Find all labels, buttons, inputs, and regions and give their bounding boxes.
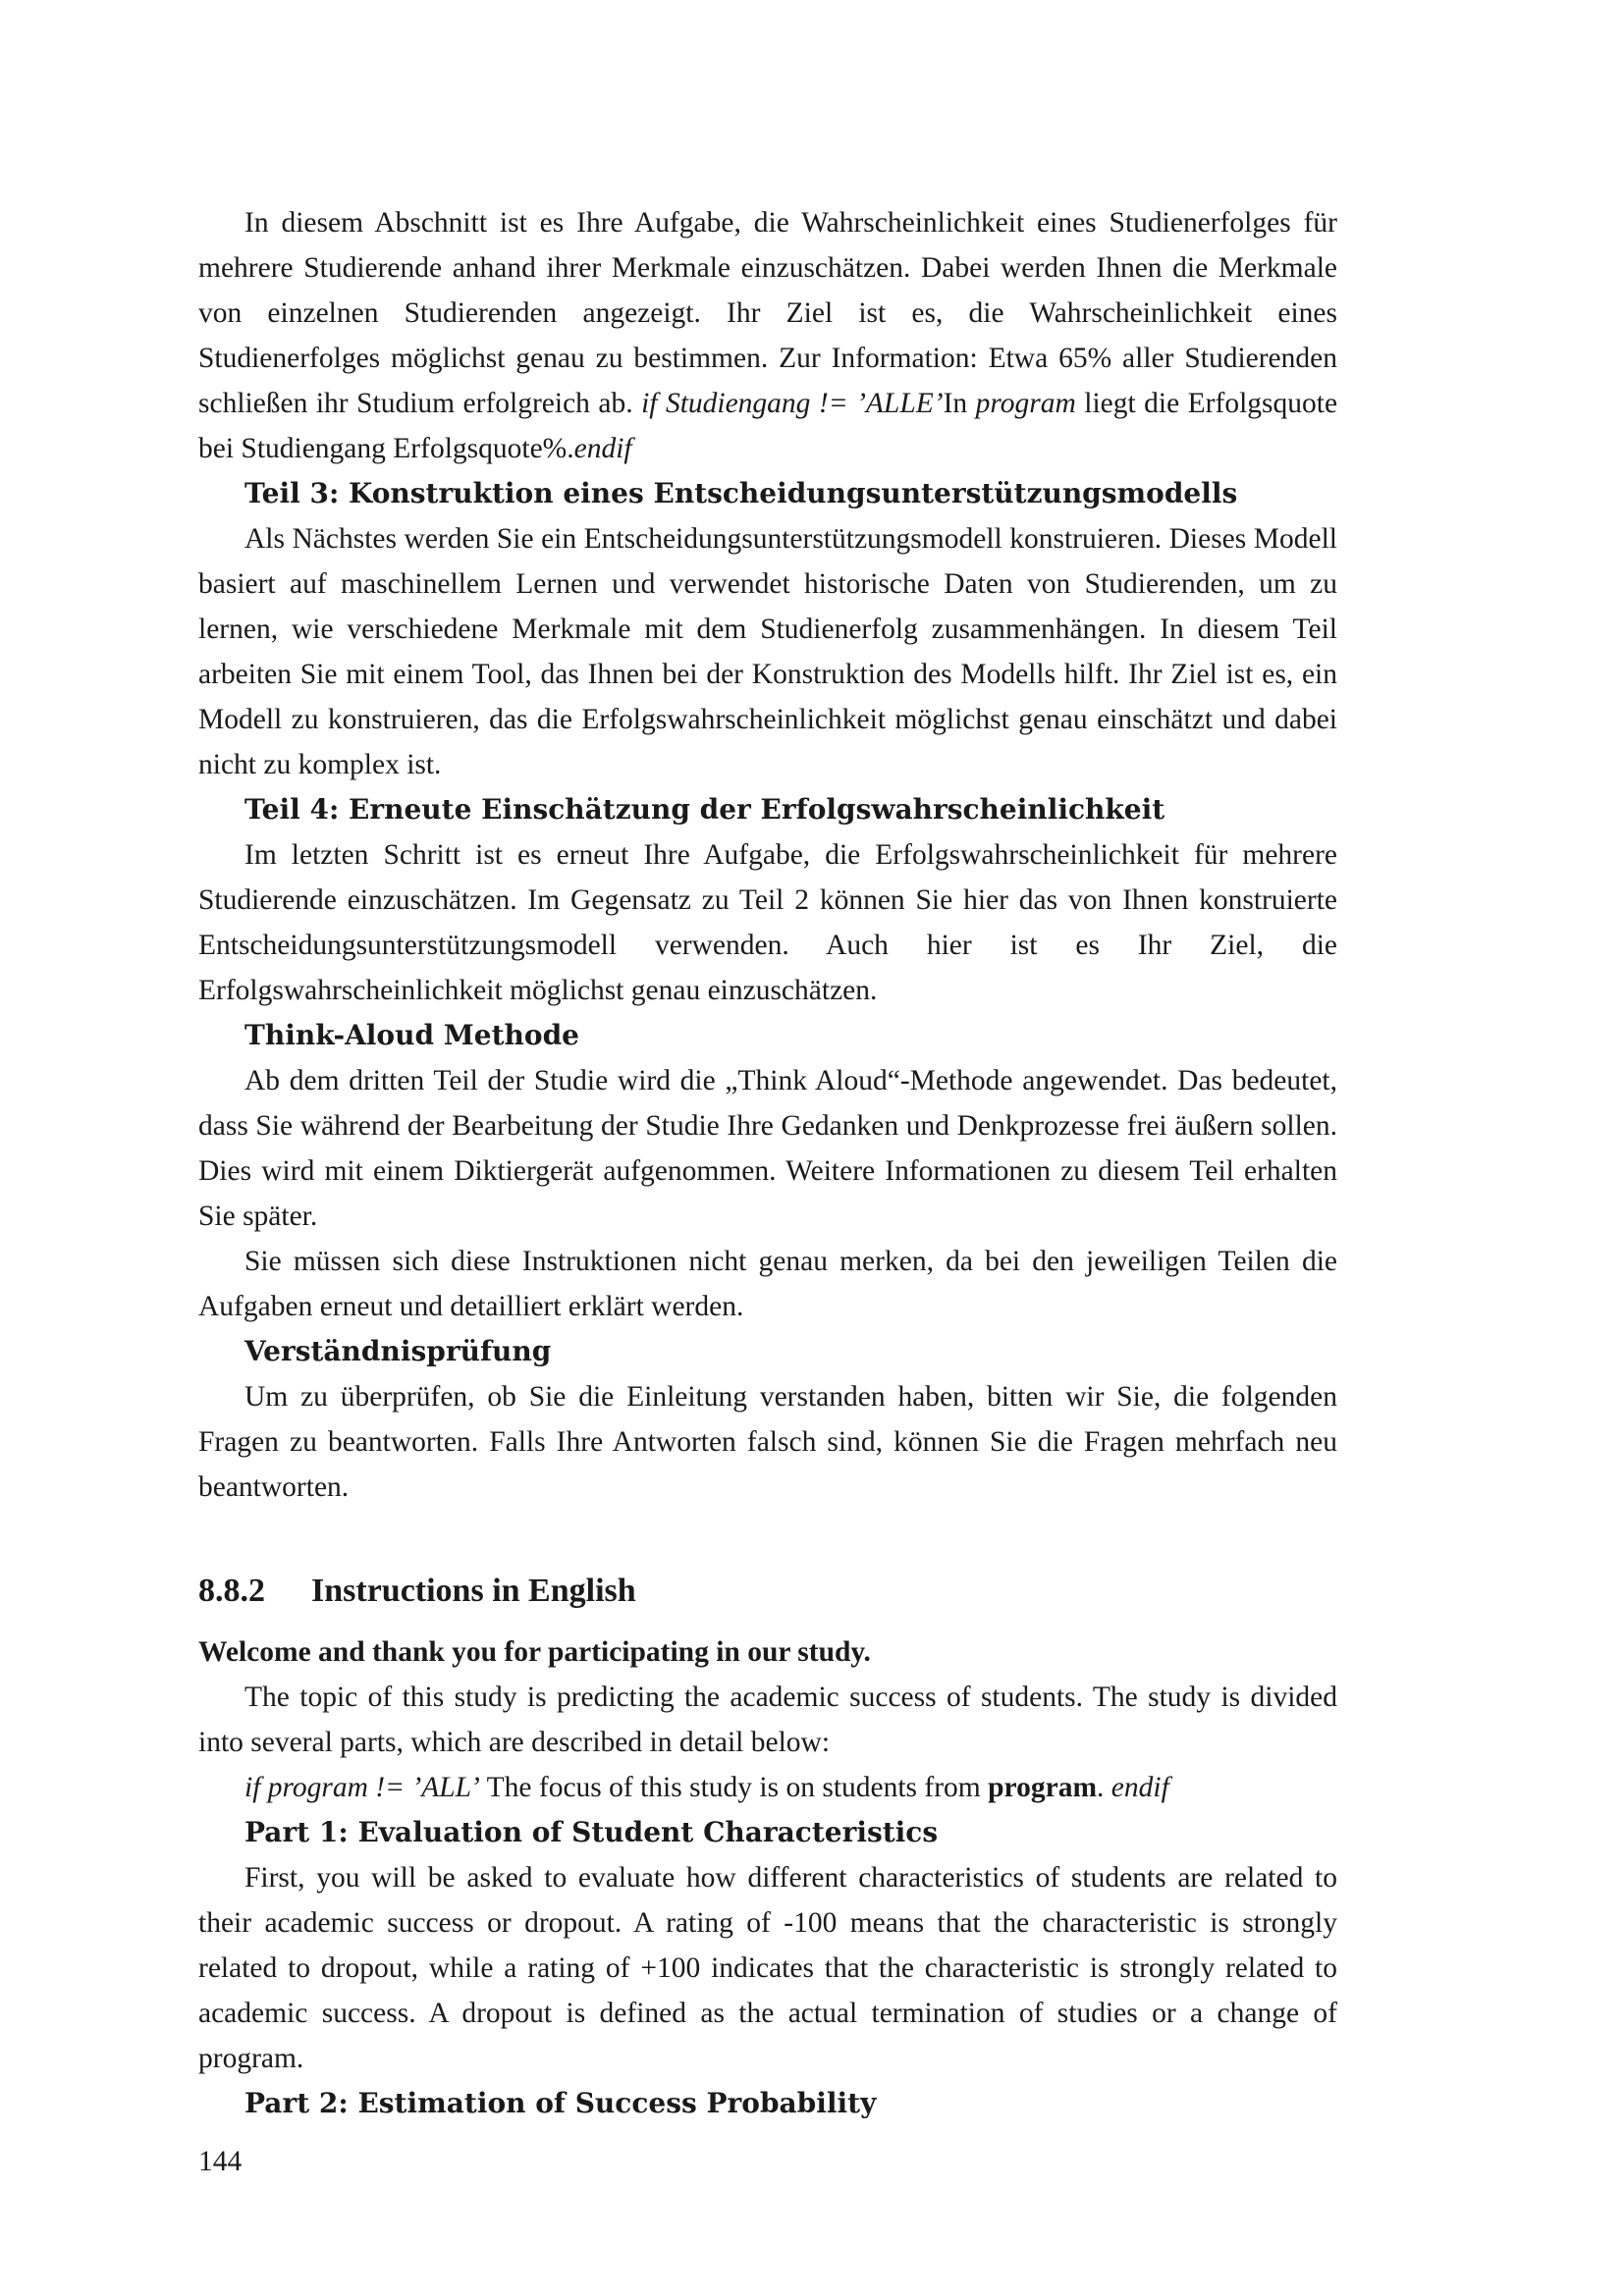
german-part2-text: In diesem Abschnitt ist es Ihre Aufgabe, die Wahrscheinlichkeit eines Studienerfolges für mehrere Studierende anhand ihrer Merkmale einzuschätzen. Dabei werden Ihnen die Merkmale von einzelnen Studierenden angezeigt. Ihr Ziel ist es, die Wahrscheinlichkeit eines Studienerfolges möglichst genau zu bestimmen. Zur Information: Etwa 65% aller Studierenden schließen ihr Studium erfolgreich ab. bbox=[198, 207, 1337, 419]
remember-paragraph: Sie müssen sich diese Instruktionen nicht genau merken, da bei den jeweiligen Teilen die Aufgaben erneut und detailliert erklärt werden. bbox=[198, 1246, 1337, 1322]
section-heading bbox=[198, 1569, 1337, 1614]
teil3-paragraph: Als Nächstes werden Sie ein Entscheidungsunterstützungsmodell konstruieren. Dieses Modell basiert auf maschinellem Lernen und verwendet historische Daten von Studierenden, um zu lernen, wie verschiedene Merkmale mit dem Studienerfolg zusammenhängen. In diesem Teil arbeiten Sie mit einem Tool, das Ihnen bei der Konstruktion des Modells hilft. Ihr Ziel ist es, ein Modell zu konstruieren, das die Erfolgswahrscheinlichkeit möglichst genau einschätzt und dabei nicht zu komplex ist. bbox=[198, 523, 1337, 780]
teil4-paragraph: Im letzten Schritt ist es erneut Ihre Aufgabe, die Erfolgswahrscheinlichkeit für mehrere Studierende einzuschätzen. Im Gegensatz zu Teil 2 können Sie hier das von Ihnen konstruierte Entscheidungsunterstützungsmodell verwenden. Auch hier ist es Ihr Ziel, die Erfolgswahrscheinlichkeit möglichst genau einzuschätzen. bbox=[198, 839, 1337, 1006]
focus-period: . bbox=[1097, 1772, 1111, 1803]
document-body bbox=[198, 200, 1337, 2126]
german-part2-after: liegt die Erfolgsquote bei Studiengang Erfolgsquote%. bbox=[198, 388, 1338, 464]
section-title: Instructions in English bbox=[311, 1573, 636, 1609]
comprehension-check-paragraph: Um zu überprüfen, ob Sie die Einleitung verstanden haben, bitten wir Sie, die folgenden Fragen zu beantworten. Falls Ihre Antworten falsch sind, können Sie die Fragen mehrfach neu beantworten. bbox=[198, 1381, 1337, 1503]
topic-paragraph: The topic of this study is predicting the academic success of students. The study is divided into several parts, which are described in detail below: bbox=[198, 1682, 1337, 1758]
teil4-heading: Teil 4: Erneute Einschätzung der Erfolgswahrscheinlichkeit bbox=[244, 793, 1165, 826]
focus-text: The focus of this study is on students from bbox=[479, 1772, 989, 1803]
think-aloud-paragraph: Ab dem dritten Teil der Studie wird die „Think Aloud“-Methode angewendet. Das bedeutet, dass Sie während der Bearbeitung der Studie Ihre Gedanken und Denkprozesse frei äußern sollen. Dies wird mit einem Diktiergerät aufgenommen. Weitere Informationen zu diesem Teil erhalten Sie später. bbox=[198, 1065, 1337, 1232]
comprehension-check-heading: Verständnisprüfung bbox=[244, 1335, 552, 1367]
german-part2-paragraph bbox=[198, 200, 1337, 471]
focus-program: program bbox=[988, 1772, 1098, 1803]
page-number: 144 bbox=[198, 2146, 243, 2177]
program-focus-paragraph bbox=[198, 1765, 1337, 1810]
teil3-heading: Teil 3: Konstruktion eines Entscheidungsunterstützungsmodells bbox=[244, 477, 1238, 509]
think-aloud-heading: Think-Aloud Methode bbox=[244, 1019, 579, 1051]
part1-heading: Part 1: Evaluation of Student Characteristics bbox=[244, 1816, 939, 1848]
part1-paragraph: First, you will be asked to evaluate how different characteristics of students are related to their academic success or dropout. A rating of -100 means that the characteristic is strongly related to dropout, while a rating of +100 indicates that the characteristic is strongly related to academic success. A dropout is defined as the actual termination of studies or a change of program. bbox=[198, 1862, 1337, 2074]
welcome-heading: Welcome and thank you for participating in our study. bbox=[198, 1636, 871, 1668]
part2-heading: Part 2: Estimation of Success Probability bbox=[244, 2087, 877, 2119]
focus-if: if program != ’ALL’ bbox=[244, 1772, 480, 1803]
section-number: 8.8.2 bbox=[198, 1573, 265, 1609]
german-part2-in: In bbox=[943, 388, 968, 419]
focus-endif: endif bbox=[1110, 1772, 1169, 1803]
german-part2-program: program bbox=[975, 388, 1076, 419]
german-part2-endif: endif bbox=[573, 433, 632, 464]
german-part2-if: if Studiengang != ’ALLE’ bbox=[641, 388, 944, 419]
